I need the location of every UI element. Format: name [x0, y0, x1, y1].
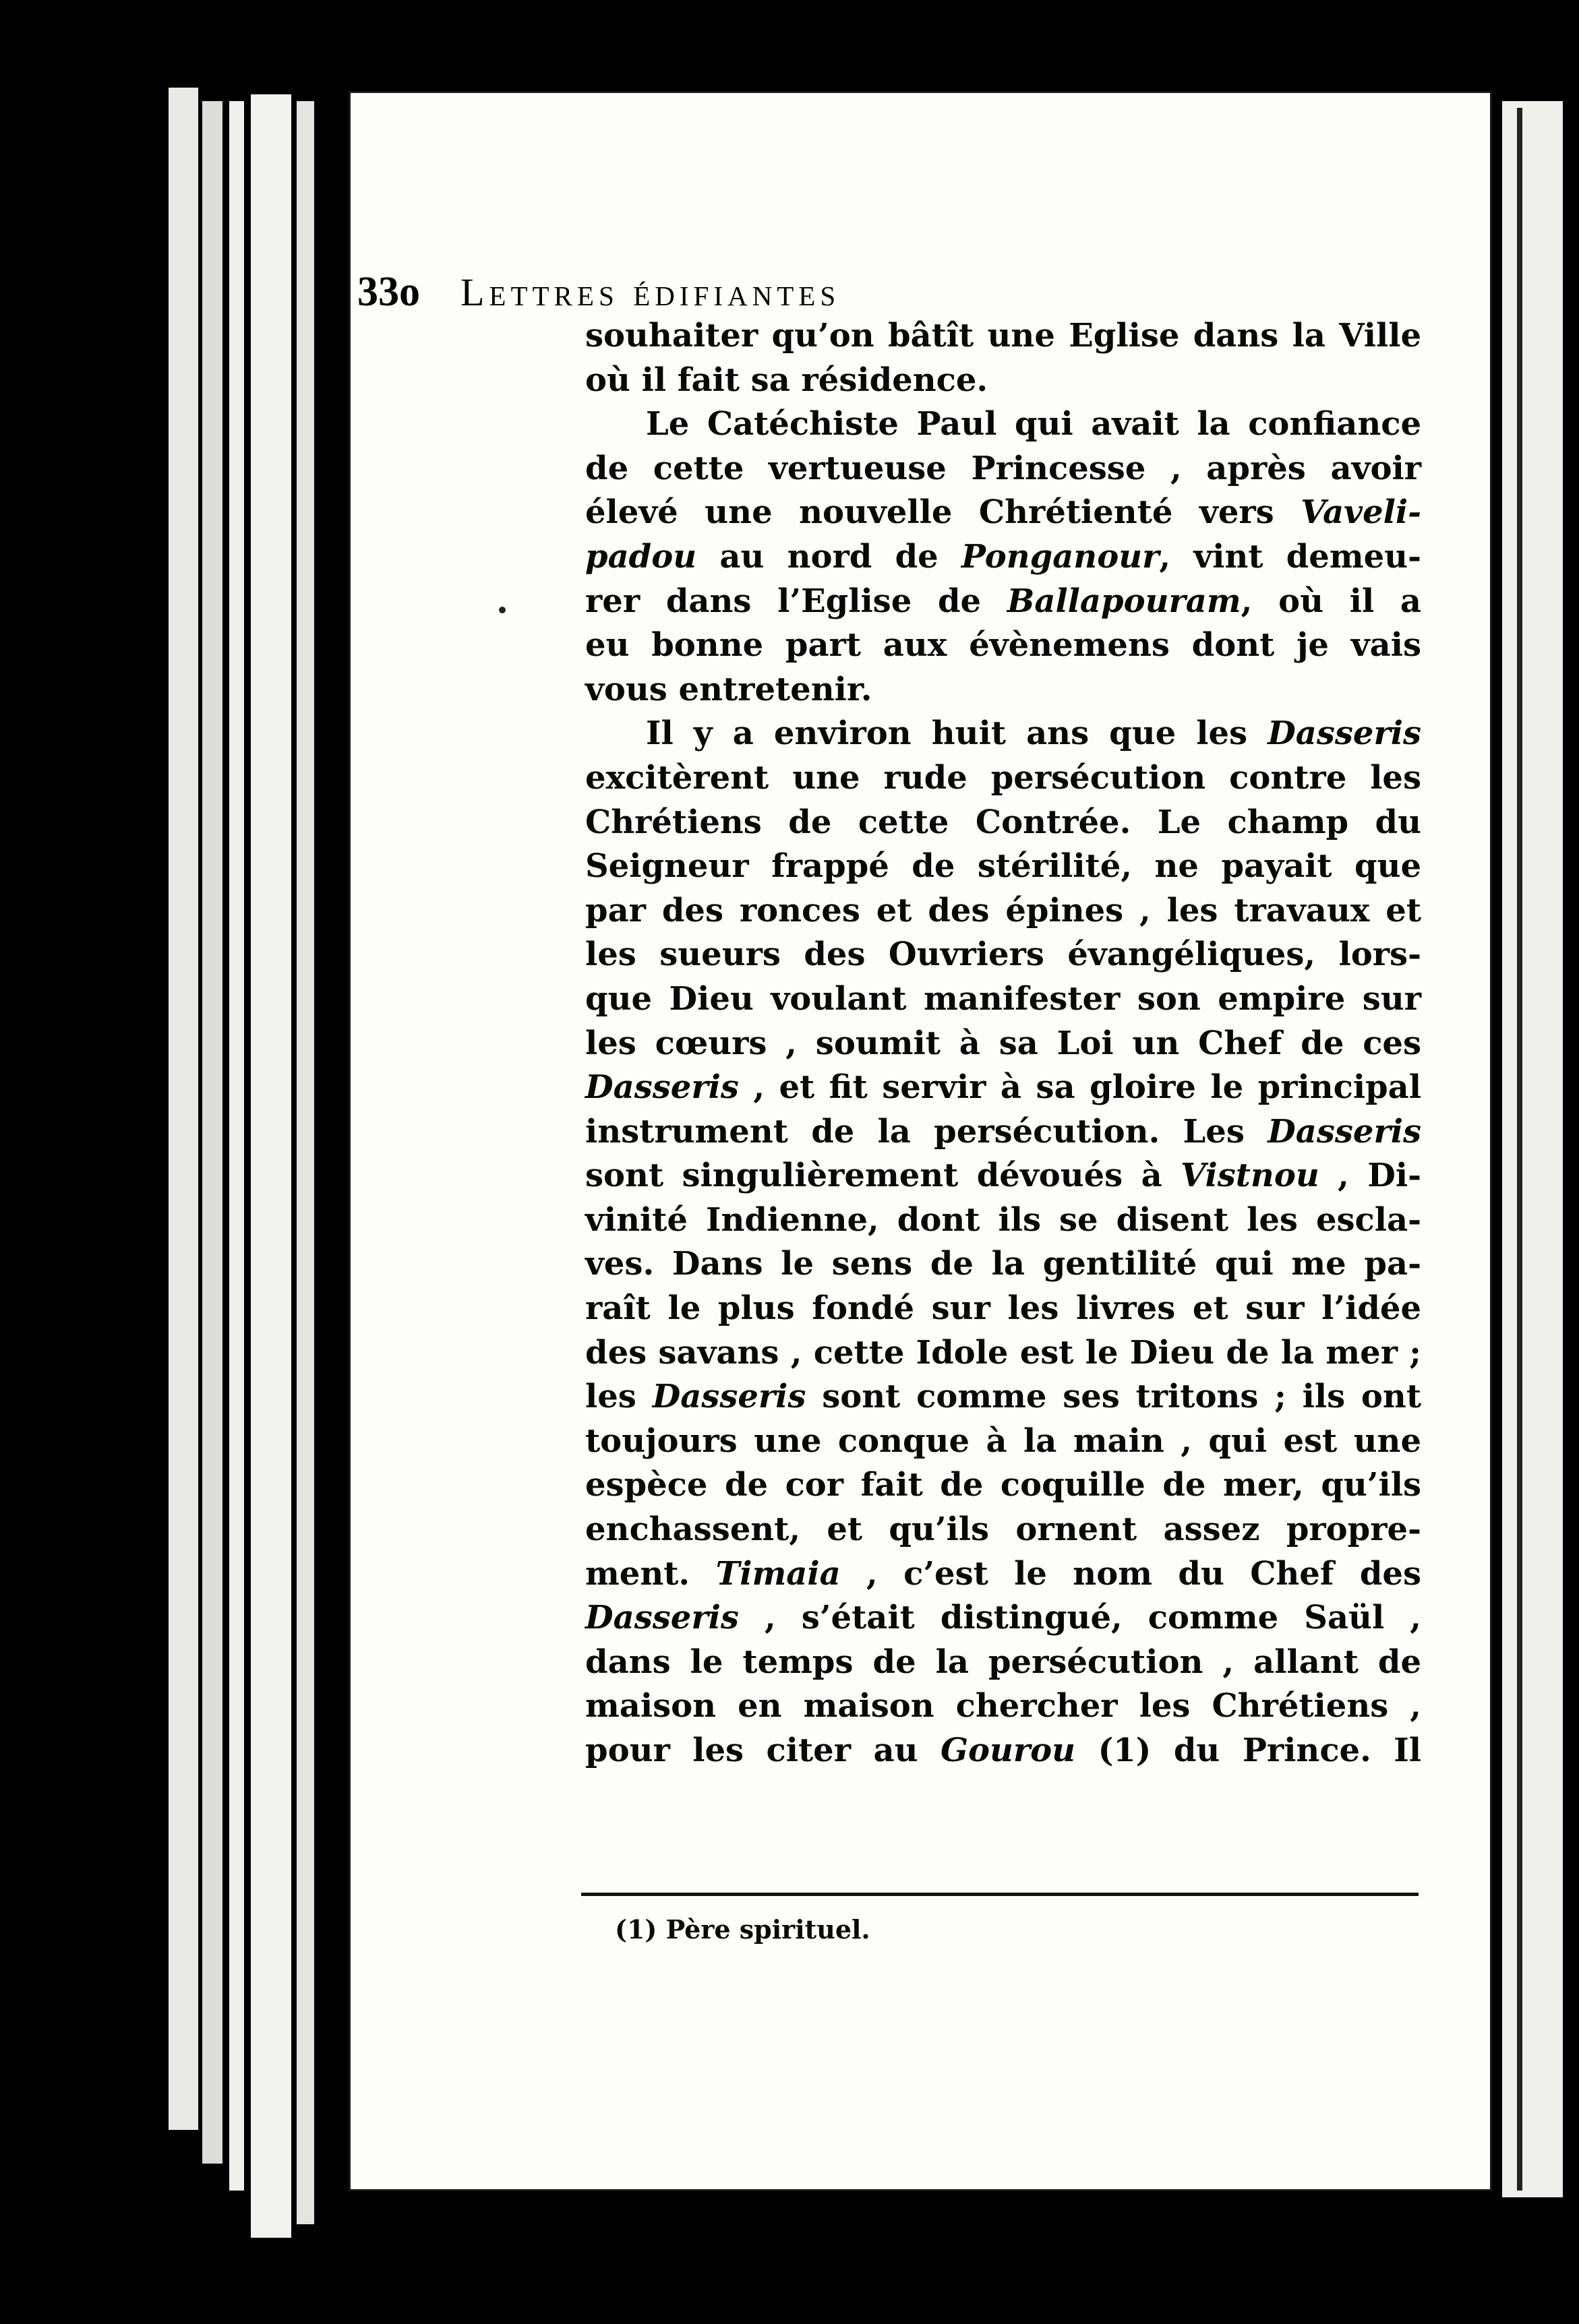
body-text	[585, 314, 1421, 1773]
text-line	[585, 845, 1421, 889]
italic-term: padou	[585, 537, 697, 576]
text-run: Chrétiens de cette Contrée. Le champ du	[585, 803, 1421, 841]
text-run: où il fait sa résidence.	[585, 361, 988, 399]
text-line	[585, 402, 1421, 447]
text-line	[585, 889, 1421, 934]
italic-term: Gourou	[940, 1732, 1076, 1769]
text-run: , s’était distingué, comme Saül ,	[738, 1599, 1421, 1637]
text-run: Il y a environ huit ans que les	[646, 714, 1268, 753]
text-run: espèce de cor fait de coquille de mer, qu’ils	[585, 1466, 1421, 1504]
text-line	[585, 1022, 1421, 1066]
text-run: eu bonne part aux évènemens dont je vais	[585, 626, 1421, 665]
text-run: ves. Dans le sens de la gentilité qui me pa-	[585, 1245, 1421, 1283]
text-line	[585, 712, 1421, 756]
text-run: pour les citer au	[585, 1732, 941, 1769]
text-run: que Dieu voulant manifester son empire sur	[585, 979, 1421, 1018]
text-line	[585, 1463, 1421, 1508]
text-line	[585, 447, 1421, 491]
text-line	[585, 314, 1421, 359]
text-line	[585, 1066, 1421, 1110]
text-run: élevé une nouvelle Chrétienté vers	[585, 493, 1301, 532]
text-line	[585, 623, 1421, 668]
text-line	[585, 1110, 1421, 1155]
text-run: vinité Indienne, dont ils se disent les escla-	[585, 1200, 1421, 1239]
text-line	[585, 1375, 1421, 1419]
italic-term: Ponganour	[961, 537, 1160, 576]
text-line	[585, 801, 1421, 845]
text-line	[585, 491, 1421, 535]
page-edge	[251, 94, 291, 2238]
text-run: de cette vertueuse Princesse , après avoir	[585, 449, 1421, 487]
text-line	[585, 668, 1421, 712]
text-run: , où il a	[1241, 582, 1421, 620]
text-run: les sueurs des Ouvriers évangéliques, lors-	[585, 936, 1421, 974]
text-run: toujours une conque à la main , qui est une	[585, 1421, 1421, 1460]
page-number: 33o	[357, 269, 420, 315]
text-line	[585, 1729, 1421, 1773]
text-line	[585, 1596, 1421, 1641]
text-run: par des ronces et des épines , les travaux et	[585, 891, 1421, 929]
italic-term: Ballapouram	[1007, 582, 1241, 620]
footnote: (1) Père spirituel.	[615, 1914, 870, 1945]
italic-term: Timaia	[715, 1554, 841, 1593]
text-run: instrument de la persécution. Les	[585, 1112, 1268, 1151]
italic-term: Vaveli-	[1301, 493, 1421, 532]
text-run: Le Catéchiste Paul qui avait la confiance	[646, 405, 1421, 444]
text-run: vous entretenir.	[585, 670, 872, 708]
text-line	[585, 1154, 1421, 1198]
italic-term: Dasseris	[652, 1378, 806, 1416]
ink-speck	[499, 607, 506, 613]
text-run: souhaiter qu’on bâtît une Eglise dans la Ville	[585, 317, 1421, 355]
text-line	[585, 1684, 1421, 1729]
text-line	[585, 1508, 1421, 1552]
text-line	[585, 1242, 1421, 1287]
text-line	[585, 1419, 1421, 1464]
text-line	[585, 1641, 1421, 1685]
page-edge	[169, 88, 198, 2130]
text-line	[585, 1198, 1421, 1243]
running-title: Lettres édifiantes	[460, 270, 841, 314]
text-run: , et fit servir à sa gloire le principal	[738, 1068, 1421, 1107]
text-line	[585, 933, 1421, 977]
text-run: enchassent, et qu’ils ornent assez propre-	[585, 1510, 1421, 1549]
text-line	[585, 1331, 1421, 1376]
text-line	[585, 359, 1421, 403]
italic-term: Dasseris	[585, 1599, 739, 1637]
text-run: raît le plus fondé sur les livres et sur l’idée	[585, 1289, 1421, 1328]
text-run: sont comme ses tritons ; ils ont	[806, 1378, 1421, 1416]
text-line	[585, 1552, 1421, 1597]
page-edge-right	[1502, 101, 1563, 2197]
text-run: au nord de	[696, 537, 961, 576]
text-run: , vint demeu-	[1159, 537, 1421, 576]
text-run: excitèrent une rude persécution contre les	[585, 758, 1421, 797]
text-line	[585, 535, 1421, 580]
italic-term: Dasseris	[585, 1068, 739, 1107]
page-edge-right-shadow	[1517, 108, 1522, 2191]
text-line	[585, 1287, 1421, 1331]
text-run: Seigneur frappé de stérilité, ne payait que	[585, 847, 1421, 886]
running-head	[357, 270, 840, 314]
page-edge	[202, 101, 222, 2164]
text-line	[585, 756, 1421, 801]
text-run: dans le temps de la persécution , allant de	[585, 1643, 1421, 1681]
text-run: les	[585, 1378, 653, 1416]
text-run: , c’est le nom du Chef des	[840, 1554, 1421, 1593]
text-run: maison en maison chercher les Chrétiens ,	[585, 1687, 1421, 1725]
text-line	[585, 580, 1421, 624]
text-line	[585, 977, 1421, 1022]
text-run: (1) du Prince. Il	[1075, 1732, 1421, 1769]
page-edge	[297, 101, 314, 2224]
text-run: sont singulièrement dévoués à	[585, 1157, 1181, 1195]
text-run: les cœurs , soumit à sa Loi un Chef de ces	[585, 1024, 1421, 1062]
text-run: des savans , cette Idole est le Dieu de la mer ;	[585, 1333, 1421, 1372]
footnote-rule	[581, 1893, 1419, 1896]
text-run: , Di-	[1319, 1157, 1422, 1195]
italic-term: Dasseris	[1268, 1112, 1421, 1151]
text-run: ment.	[585, 1554, 716, 1593]
text-run: rer dans l’Eglise de	[585, 582, 1007, 620]
italic-term: Dasseris	[1268, 714, 1421, 753]
italic-term: Vistnou	[1181, 1157, 1319, 1195]
page-edge	[229, 101, 244, 2191]
